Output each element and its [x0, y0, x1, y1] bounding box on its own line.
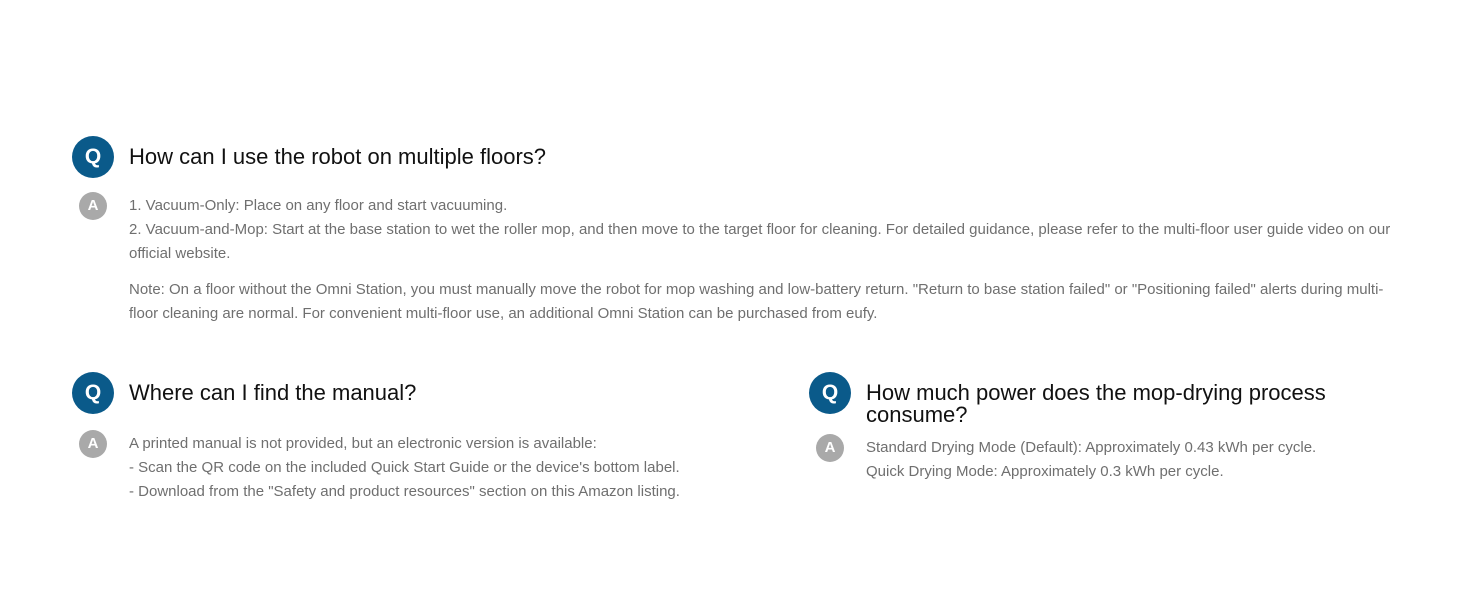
- answer-row: [809, 436, 1409, 484]
- question-row: [72, 372, 772, 414]
- faq-item-manual: [72, 372, 772, 506]
- answer-line: - Scan the QR code on the included Quick Start Guide or the device's bottom label.: [129, 459, 680, 476]
- answer-body: [866, 436, 1409, 484]
- question-badge: Q: [72, 372, 114, 414]
- faq-item-multiple-floors: [72, 136, 1402, 336]
- answer-line: Quick Drying Mode: Approximately 0.3 kWh per cycle.: [866, 463, 1224, 480]
- answer-badge: A: [79, 192, 107, 220]
- answer-line: Standard Drying Mode (Default): Approximately 0.43 kWh per cycle.: [866, 439, 1317, 456]
- answer-badge: A: [816, 434, 844, 462]
- answer-body: [129, 432, 772, 504]
- question-badge: Q: [72, 136, 114, 178]
- question-text: Where can I find the manual?: [129, 380, 417, 405]
- answer-row: [72, 197, 1402, 336]
- answer-body: [129, 194, 1402, 326]
- answer-line: 2. Vacuum-and-Mop: Start at the base station to wet the roller mop, and then move to the target floor for cleaning. For detailed guidance, please refer to the multi-floor user guide video on our official website.: [129, 221, 1391, 262]
- answer-line: - Download from the "Safety and product resources" section on this Amazon listing.: [129, 483, 680, 500]
- faq-item-mop-drying-power: [809, 372, 1409, 484]
- answer-row: [72, 434, 772, 506]
- question-row: [72, 136, 1402, 178]
- answer-note: Note: On a floor without the Omni Station, you must manually move the robot for mop washing and low-battery return. "Return to base station failed" or "Positioning failed" alerts during multi-floor cleaning are normal. For convenient multi-floor use, an additional Omni Station can be purchased from eufy.: [129, 281, 1384, 322]
- answer-line: 1. Vacuum-Only: Place on any floor and start vacuuming.: [129, 197, 508, 214]
- question-row: [809, 372, 1409, 426]
- question-text: How much power does the mop-drying process consume?: [866, 380, 1326, 427]
- question-badge: Q: [809, 372, 851, 414]
- answer-line: A printed manual is not provided, but an electronic version is available:: [129, 435, 597, 452]
- question-text: How can I use the robot on multiple floors?: [129, 144, 547, 169]
- answer-badge: A: [79, 430, 107, 458]
